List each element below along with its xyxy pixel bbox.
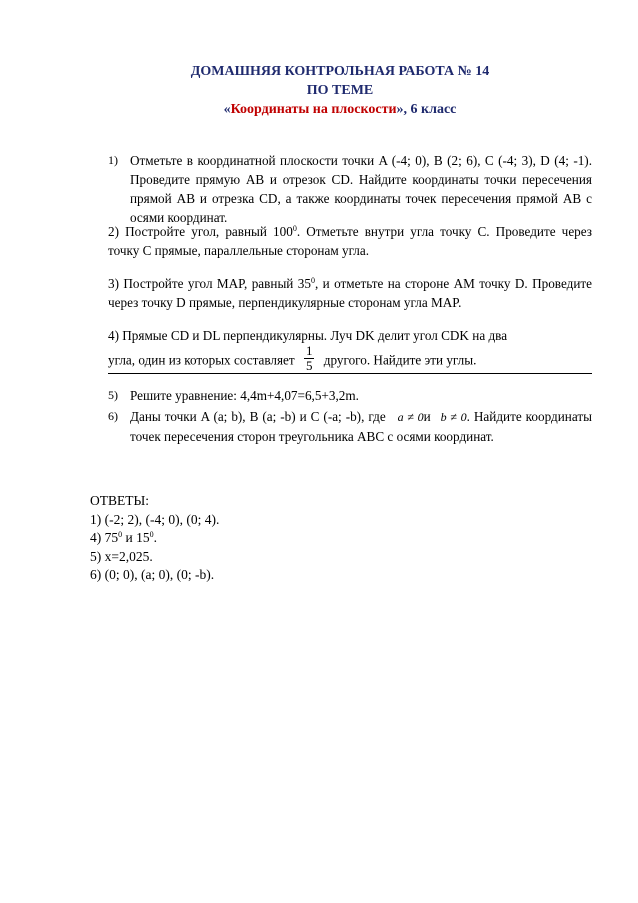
task-6-and: и [423, 409, 431, 424]
header-topic-line [80, 100, 600, 119]
section-divider [108, 373, 592, 374]
task-3-text-a: 3) Постройте угол MAP, равный 35 [108, 276, 311, 291]
task-5-text: Решите уравнение: 4,4m+4,07=6,5+3,2m. [130, 388, 359, 403]
answer-4-degree-1: 0 [118, 530, 123, 539]
task-2-text-a: 2) Постройте угол, равный 100 [108, 224, 293, 239]
task-4-line-2 [108, 343, 592, 376]
fraction-denominator: 5 [305, 358, 313, 373]
task-6-number: 6) [108, 409, 118, 423]
task-3 [108, 274, 592, 312]
task-4-line-1: 4) Прямые CD и DL перпендикулярны. Луч DK делит угол CDK на два [108, 328, 508, 343]
fraction-numerator: 1 [305, 343, 313, 358]
task-2-degree: 0 [292, 224, 297, 233]
topic-quote-open: « [223, 102, 231, 117]
task-6-text-b: . Найдите координаты точек пересечения сторон треугольника ABC с осями координат. [130, 409, 592, 444]
answers-title: ОТВЕТЫ: [90, 493, 150, 508]
answer-1: 1) (-2; 2), (-4; 0), (0; 4). [90, 511, 220, 527]
task-5 [108, 386, 592, 405]
header-subtitle: ПО ТЕМЕ [306, 83, 374, 98]
answer-4-degree-2: 0 [149, 530, 154, 539]
answers-section [90, 492, 219, 585]
task-6-text [130, 407, 592, 446]
answer-5: 5) x=2,025. [90, 548, 153, 564]
topic-grade: », 6 класс [396, 102, 457, 117]
topic-title: Координаты на плоскости [230, 102, 397, 117]
document-header [80, 62, 600, 119]
answer-4-b: и 15 [122, 530, 150, 545]
task-4 [108, 326, 592, 376]
task-3-text-b: , и отметьте на стороне AM точку D. Проведите через точку D прямые, перпендикулярные сторонам угла MAP. [108, 276, 593, 310]
answer-4 [90, 529, 219, 548]
header-title: ДОМАШНЯЯ КОНТРОЛЬНАЯ РАБОТА № 14 [190, 64, 490, 79]
task-1 [108, 151, 592, 227]
task-4-text-a: угла, один из которых составляет [108, 352, 295, 368]
task-3-degree: 0 [310, 276, 315, 285]
condition-a-nonzero: a ≠ 0 [397, 410, 424, 424]
task-1-text: Отметьте в координатной плоскости точки A (-4; 0), B (2; 6), C (-4; 3), D (4; -1). Проведите прямую AB и отрезок CD. Найдите координаты точки пересечения прямой AB и отрезка CD, а также координаты точек пересечения прямой AB с осями координат. [130, 153, 592, 225]
task-6 [108, 407, 592, 446]
answer-4-c: . [153, 530, 157, 545]
fraction-one-fifth [304, 344, 315, 373]
answer-6: 6) (0; 0), (a; 0), (0; -b). [90, 567, 215, 582]
answer-4-a: 4) 75 [90, 530, 119, 545]
task-2-text-b: . Отметьте внутри угла точку C. Проведите через точку C прямые, параллельные сторонам угла. [108, 224, 592, 258]
task-1-number: 1) [108, 153, 118, 167]
task-4-text-b: другого. Найдите эти углы. [323, 352, 477, 368]
condition-b-nonzero: b ≠ 0 [440, 410, 467, 424]
task-2 [108, 222, 592, 260]
task-5-number: 5) [108, 388, 118, 402]
task-6-text-a: Даны точки A (a; b), B (a; -b) и C (-a; -b), где [130, 409, 386, 424]
